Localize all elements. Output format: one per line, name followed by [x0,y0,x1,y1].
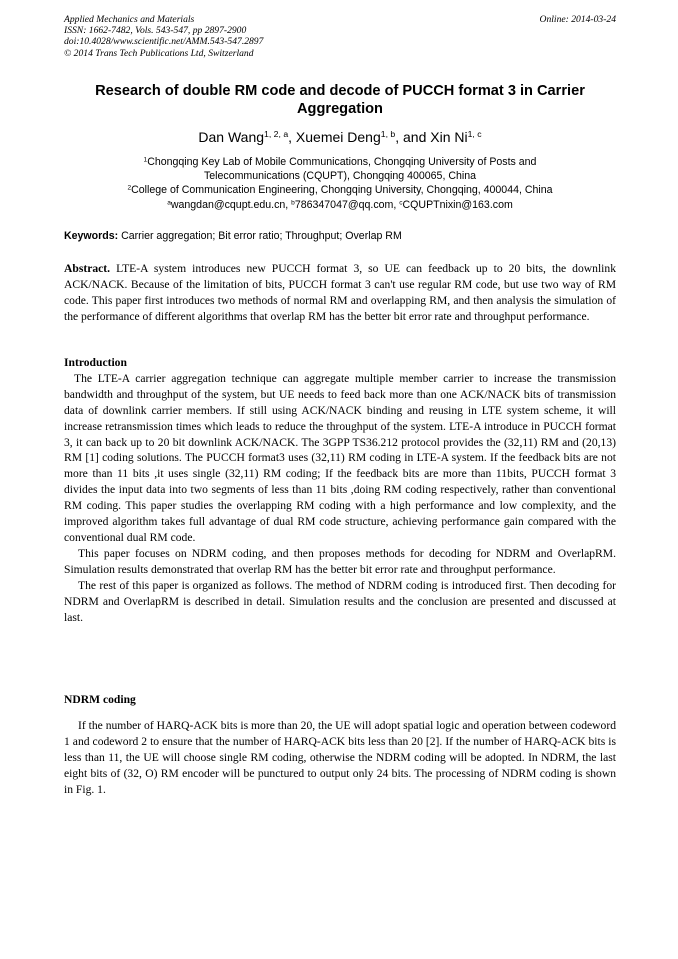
author-emails: $^a$wangdan@cqupt.edu.cn, $^b$786347047@qq.com, $^c$CQUPTnixin@163.com [167,198,513,211]
affiliation-2: $^2$College of Communication Engineering, Chongqing University, Chongqing, 400044, China [127,184,553,197]
journal-issn: ISSN: 1662-7482, Vols. 543-547, pp 2897-2900 [64,25,247,37]
abstract-text: LTE-A system introduces new PUCCH format 3, so UE can feedback up to 20 bits, the downlink ACK/NACK. Because of the limitation of bits, PUCCH format 3 can't use regular RM code, but use two way of RM code. This paper first introduces two methods of normal RM and overlapping RM, and then analysis the simulation of the performance of different algorithms that overlap RM has the better bit error rate and throughput performance. [64,262,616,323]
journal-copyright: © 2014 Trans Tech Publications Ltd, Switzerland [64,47,254,59]
affiliation-1-cont: Telecommunications (CQUPT), Chongqing 400065, China [203,170,477,183]
affiliation-1: $^1$Chongqing Key Lab of Mobile Communications, Chongqing University of Posts and [143,156,537,168]
journal-doi: doi:10.4028/www.scientific.net/AMM.543-547.2897 [64,36,264,48]
journal-header [64,14,616,59]
author-separator: , [288,129,296,145]
author-affil-sup: 1, c [467,129,482,140]
author-affil-sup: 1, 2, a [264,129,289,140]
paragraph: If the number of HARQ-ACK bits is more than 20, the UE will adopt spatial logic and operation between codeword 1 and codeword 2 to ensure that the number of HARQ-ACK bits less than 20 [2]. If the number of HARQ-ACK bits is less than 11, the UE will choose single RM coding, otherwise the NDRM coding will be adopted. In NDRM, the last eight bits of (32, O) RM encoder will be punctured to output only 24 bits. The processing of NDRM coding is shown in Fig. 1. [64,718,616,796]
journal-name: Applied Mechanics and Materials [64,14,195,25]
email-link[interactable]: 786347047@qq.com [294,198,394,211]
keywords [64,229,616,243]
author-affil-sup: 1, b [380,129,396,140]
affiliations [64,155,616,212]
section-heading: Introduction [64,356,127,369]
abstract [64,261,616,325]
paragraph: This paper focuses on NDRM coding, and then proposes methods for decoding for NDRM and OverlapRM. Simulation results demonstrated that overlap RM has the better bit error rate and throughput performance. [64,546,616,576]
section-ndrm-coding [64,692,616,797]
email-link[interactable]: CQUPTnixin@163.com [402,198,513,211]
author-name: Dan Wang [198,129,265,145]
section-heading: NDRM coding [64,693,136,706]
author-name: Xuemei Deng [295,129,381,145]
author-separator: , and [395,129,431,145]
paragraph: The LTE-A carrier aggregation technique can aggregate multiple member carrier to increase the transmission bandwidth and throughput of the system, but UE needs to feed back more than one ACK/NACK bits of transmission data of downlink carrier members. If still using ACK/NACK binding and reusing in LTE system scheme, it will increase retransmission times which leads to reduce the throughput of the system. LTE-A introduce in PUCCH format 3, it can back up to 20 bit downlink ACK/NACK. The 3GPP TS36.212 protocol provides the (32,11) RM and (20,13) RM [1] coding solutions. The PUCCH format3 uses (32,11) RM coding in LTE-A system. If the feedback bits are not more than 11 bits ,it uses single (32,11) RM coding; If the feedback bits are more than 11bits, PUCCH format 3 divides the input data into two segments of less than 11 bits ,doing RM coding respectively, rather than conventional RM coding. This paper studies the overlapping RM coding with a high performance and low complexity, and the improved algorithm takes full advantage of dual RM code structure, achieving performance gain compared with the conventional dual RM code. [64,371,616,544]
paper-title: Research of double RM code and decode of PUCCH format 3 in Carrier Aggregation [95,83,585,117]
author-name: Xin Ni [430,129,468,145]
section-introduction [64,355,616,625]
email-link[interactable]: wangdan@cqupt.edu.cn [170,198,286,211]
author-list [64,128,616,146]
paragraph: The rest of this paper is organized as follows. The method of NDRM coding is introduced first. Then decoding for NDRM and OverlapRM is described in detail. Simulation results and the conclusion are presented and discussed at last. [64,578,616,624]
keywords-label: Keywords: [64,230,119,242]
keywords-text: Carrier aggregation; Bit error ratio; Throughput; Overlap RM [118,230,402,242]
abstract-label: Abstract. [64,262,111,275]
online-date: Online: 2014-03-24 [539,14,616,25]
